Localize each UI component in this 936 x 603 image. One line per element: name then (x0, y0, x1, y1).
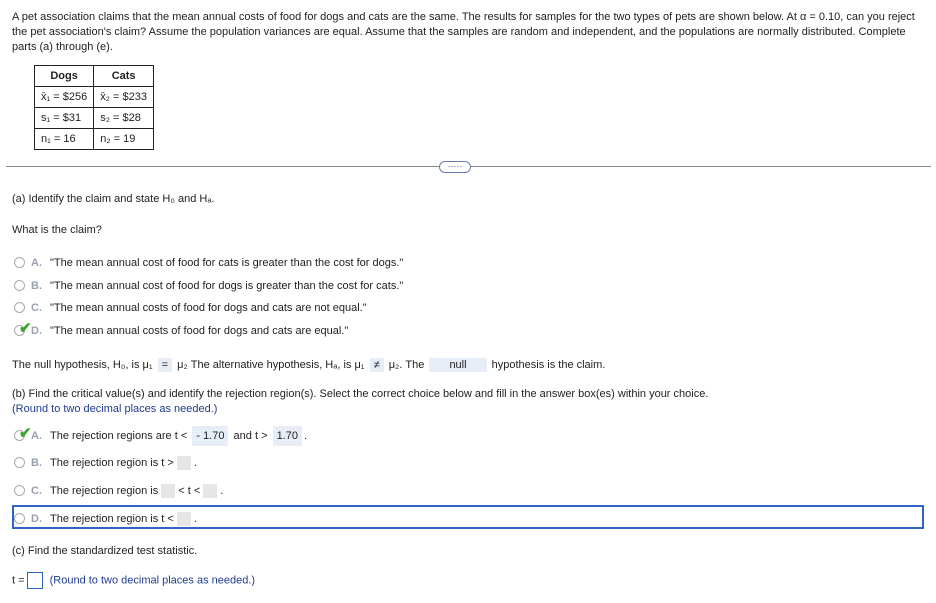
rejection-option-d[interactable]: D. The rejection region is t < . (14, 510, 197, 528)
table-cell: x̄₂ = $233 (94, 87, 154, 108)
radio-button[interactable] (14, 513, 25, 524)
radio-button[interactable] (14, 457, 25, 468)
radio-button[interactable] (14, 319, 32, 337)
rejection-option-c[interactable]: C. The rejection region is < t < . (14, 482, 223, 500)
answer-box[interactable] (161, 484, 175, 498)
radio-button[interactable] (14, 302, 25, 313)
sample-data-table (34, 65, 154, 150)
table-header: Dogs (35, 66, 94, 87)
critical-value-left[interactable]: - 1.70 (192, 426, 228, 446)
table-header: Cats (94, 66, 154, 87)
part-c-prompt: (c) Find the standardized test statistic. (12, 545, 198, 557)
table-cell: s₁ = $31 (35, 108, 94, 129)
test-statistic-input[interactable] (27, 572, 43, 589)
part-b-prompt: (b) Find the critical value(s) and identify the rejection region(s). Select the correct choice below and fill in the answer box(es) within your choice. (12, 388, 709, 400)
answer-box[interactable] (177, 456, 191, 470)
claim-option-a[interactable]: A. "The mean annual cost of food for cats is greater than the cost for dogs." (14, 254, 403, 272)
radio-button[interactable] (14, 257, 25, 268)
hypothesis-statement: The null hypothesis, H₀, is μ₁ = μ₂ The alternative hypothesis, Hₐ, is μ₁ ≠ μ₂. The null hypothesis is the claim. (12, 359, 606, 371)
table-cell: x̄₁ = $256 (35, 87, 94, 108)
answer-box[interactable] (203, 484, 217, 498)
claim-option-b[interactable]: B. "The mean annual cost of food for dogs is greater than the cost for cats." (14, 277, 403, 295)
rejection-option-b[interactable]: B. The rejection region is t > . (14, 454, 197, 472)
alt-sign-answer[interactable]: ≠ (370, 358, 384, 372)
radio-button[interactable] (14, 280, 25, 291)
claim-option-d[interactable]: ✔ D. "The mean annual costs of food for dogs and cats are equal." (14, 322, 348, 340)
claim-hypothesis-answer[interactable]: null (429, 358, 486, 372)
part-a-prompt: (a) Identify the claim and state H₀ and Hₐ. (12, 193, 215, 205)
critical-value-right[interactable]: 1.70 (273, 426, 302, 446)
round-note: (Round to two decimal places as needed.) (12, 403, 218, 415)
claim-option-c[interactable]: C. "The mean annual costs of food for dogs and cats are not equal." (14, 299, 367, 317)
answer-box[interactable] (177, 512, 191, 526)
table-cell: n₂ = 19 (94, 129, 154, 150)
radio-button[interactable] (14, 485, 25, 496)
table-cell: s₂ = $28 (94, 108, 154, 129)
checkmark-icon: ✔ (19, 319, 32, 337)
table-cell: n₁ = 16 (35, 129, 94, 150)
problem-intro: A pet association claims that the mean annual costs of food for dogs and cats are the same. The results for samples for the two types of pets are shown below. At α = 0.10, can you reject the pet association's claim? Assume the population variances are equal. Assume that the samples are random and independent, and the populations are normally distributed. Complete parts (a) through (e). (12, 11, 915, 53)
null-sign-answer[interactable]: = (158, 358, 172, 372)
checkmark-icon: ✔ (19, 424, 32, 442)
claim-question: What is the claim? (12, 224, 102, 236)
expand-button[interactable]: ····· (439, 161, 471, 173)
radio-button[interactable] (14, 424, 32, 442)
rejection-option-a[interactable]: ✔ A. The rejection regions are t < - 1.70 and t > 1.70 . (14, 426, 307, 444)
test-statistic-row: t = (Round to two decimal places as needed.) (12, 572, 255, 589)
